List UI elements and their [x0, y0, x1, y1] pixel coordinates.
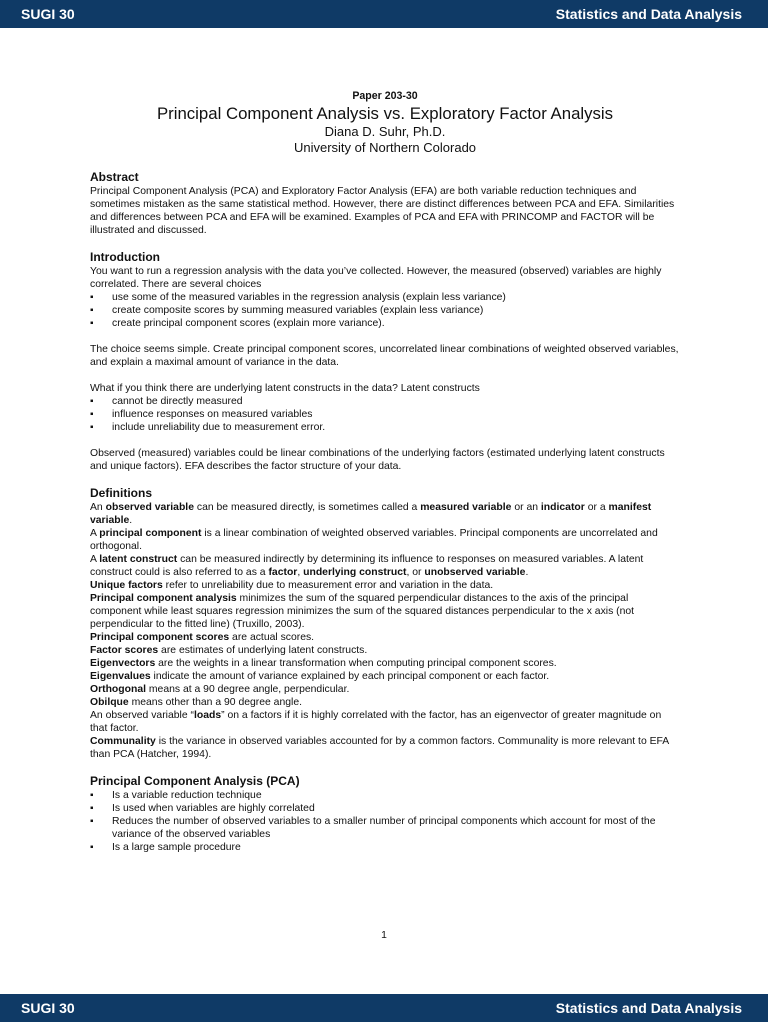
definition-loads: An observed variable “loads” on a factors if it is highly correlated with the factor, has an eigenvector of greater magnitude on that factor. [90, 710, 662, 734]
bullet-icon: ▪ [90, 292, 94, 303]
introduction-heading: Introduction [90, 250, 160, 264]
list-item: ▪ include unreliability due to measurement error. [90, 422, 326, 433]
intro-bullet-list-2 [90, 395, 680, 434]
abstract-heading: Abstract [90, 170, 139, 184]
definition-eigenvectors: Eigenvectors are the weights in a linear transformation when computing principal component scores. [90, 658, 557, 669]
bullet-icon: ▪ [90, 305, 94, 316]
bullet-icon: ▪ [90, 803, 94, 814]
definition-pc-scores: Principal component scores are actual scores. [90, 632, 315, 643]
page-number: 1 [381, 930, 387, 941]
list-item: ▪ Is a variable reduction technique [90, 790, 262, 801]
list-item: ▪ create composite scores by summing measured variables (explain less variance) [90, 305, 484, 316]
bullet-icon: ▪ [90, 409, 94, 420]
intro-paragraph-2: The choice seems simple. Create principal component scores, uncorrelated linear combinations of weighted observed variables, and explain a maximal amount of variance in the data. [90, 344, 679, 368]
list-item: ▪ Reduces the number of observed variables to a smaller number of principal components which account for most of the variance of the observed variables [90, 816, 656, 840]
affiliation: University of Northern Colorado [293, 140, 477, 155]
footer-left: SUGI 30 [21, 1000, 75, 1016]
definition-latent-construct: A latent construct can be measured indirectly by determining its influence to responses on measured variables. A latent construct could is also referred to as a factor, underlying construct, or unobserved variable. [90, 554, 644, 578]
definition-oblique: Obilque means other than a 90 degree angle. [90, 697, 302, 708]
list-item: ▪ cannot be directly measured [90, 396, 243, 407]
list-item: ▪ create principal component scores (explain more variance). [90, 318, 385, 329]
author: Diana D. Suhr, Ph.D. [324, 124, 446, 139]
header-right: Statistics and Data Analysis [555, 6, 742, 22]
bullet-icon: ▪ [90, 318, 94, 329]
bullet-icon: ▪ [90, 842, 94, 853]
bullet-icon: ▪ [90, 422, 94, 433]
definition-orthogonal: Orthogonal means at a 90 degree angle, perpendicular. [90, 684, 350, 695]
definition-unique-factors: Unique factors refer to unreliability due to measurement error and variation in the data. [90, 580, 494, 591]
bullet-icon: ▪ [90, 790, 94, 801]
paper-title: Principal Component Analysis vs. Exploratory Factor Analysis [156, 104, 614, 123]
definition-factor-scores: Factor scores are estimates of underlying latent constructs. [90, 645, 368, 656]
introduction-section [90, 250, 680, 473]
abstract-section [90, 170, 680, 237]
definition-pca: Principal component analysis minimizes the sum of the squared perpendicular distances to the axis of the principal component while least squares regression minimizes the sum of the squared distances perpendicular to the x axis (not perpendicular to the fitted line) (Truxillo, 2003). [90, 593, 635, 630]
paper-page [90, 90, 680, 854]
definition-principal-component: A principal component is a linear combination of weighted observed variables. Principal components are uncorrelated and orthogonal. [90, 528, 658, 552]
list-item: ▪ use some of the measured variables in the regression analysis (explain less variance) [90, 292, 506, 303]
intro-paragraph-3: What if you think there are underlying latent constructs in the data? Latent constructs [90, 383, 480, 394]
definition-observed-variable: An observed variable can be measured directly, is sometimes called a measured variable or an indicator or a manifest variable. [90, 502, 652, 526]
abstract-text: Principal Component Analysis (PCA) and Exploratory Factor Analysis (EFA) are both variable reduction techniques and sometimes mistaken as the same statistical method. However, there are distinct differences between PCA and EFA. Similarities and differences between PCA and EFA will be examined. Examples of PCA and EFA with PRINCOMP and FACTOR will be illustrated and discussed. [90, 186, 675, 236]
intro-paragraph-4: Observed (measured) variables could be linear combinations of the underlying factors (estimated underlying latent constructs and unique factors). EFA describes the factor structure of your data. [90, 448, 665, 472]
pca-heading: Principal Component Analysis (PCA) [90, 774, 300, 788]
definition-communality: Communality is the variance in observed variables accounted for by a common factors. Communality is more relevant to EFA than PCA (Hatcher, 1994). [90, 736, 669, 760]
footer-right: Statistics and Data Analysis [555, 1000, 742, 1016]
header-bar [0, 0, 768, 28]
intro-paragraph-1: You want to run a regression analysis with the data you’ve collected. However, the measured (observed) variables are highly correlated. There are several choices [90, 266, 662, 290]
footer-bar [0, 994, 768, 1022]
pca-section [90, 774, 680, 854]
bullet-icon: ▪ [90, 816, 94, 827]
pca-bullet-list [90, 789, 680, 854]
definition-eigenvalues: Eigenvalues indicate the amount of variance explained by each principal component or each factor. [90, 671, 550, 682]
paper-number: Paper 203-30 [352, 90, 418, 102]
definitions-heading: Definitions [90, 486, 152, 500]
list-item: ▪ influence responses on measured variables [90, 409, 313, 420]
header-left: SUGI 30 [21, 6, 75, 22]
bullet-icon: ▪ [90, 396, 94, 407]
intro-bullet-list-1 [90, 291, 680, 330]
list-item: ▪ Is a large sample procedure [90, 842, 241, 853]
list-item: ▪ Is used when variables are highly correlated [90, 803, 315, 814]
definitions-section [90, 486, 680, 761]
